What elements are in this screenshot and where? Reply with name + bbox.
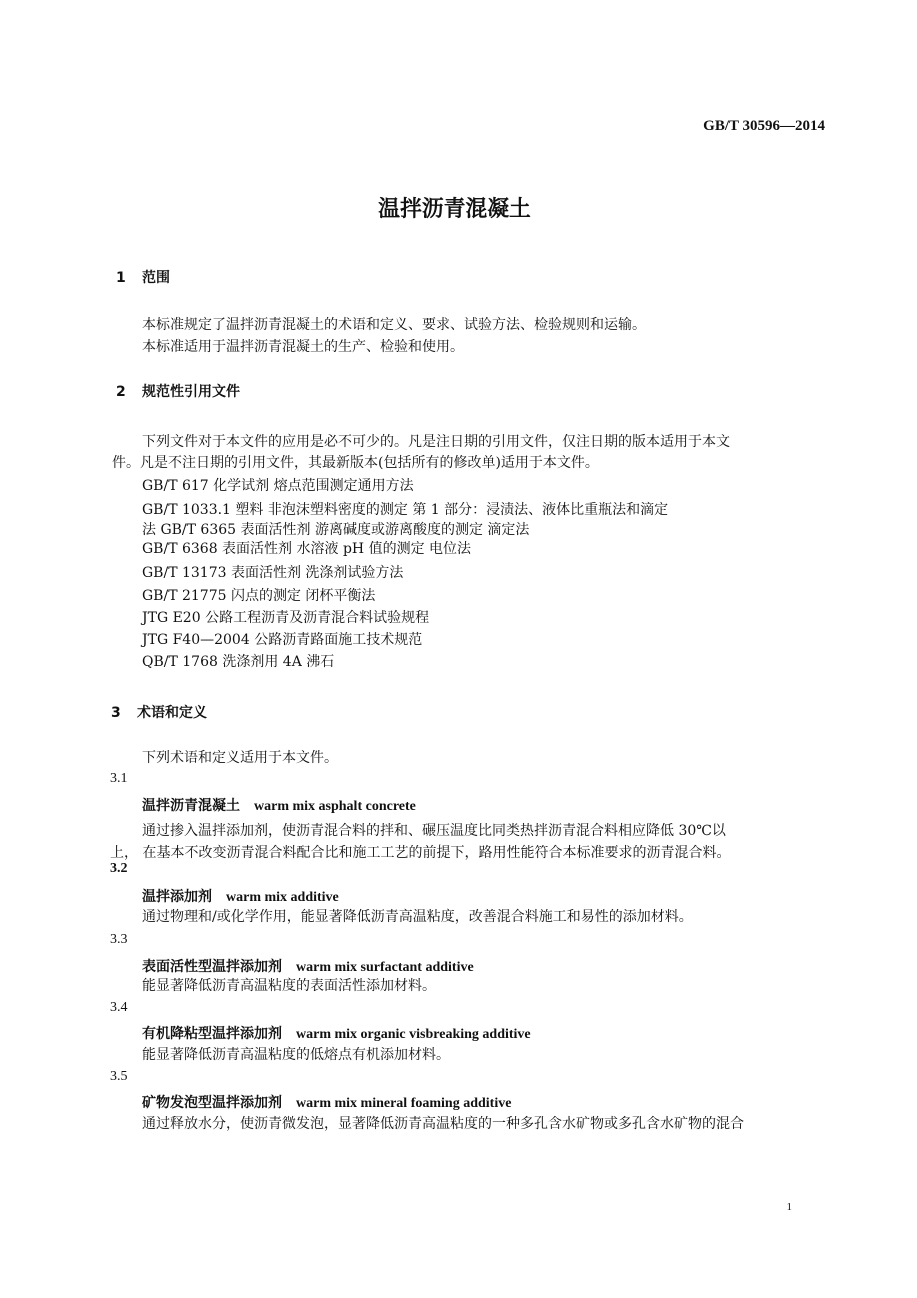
reference-item: GB/T 6368 表面活性剂 水溶液 pH 值的测定 电位法 [142,541,472,557]
term-chinese: 矿物发泡型温拌添加剂 [142,1095,282,1111]
term-english: warm mix asphalt concrete [254,799,416,814]
section-1-heading [116,267,170,287]
term-number: 3.1 [110,771,128,786]
normative-intro-line-2: 件。凡是不注日期的引用文件，其最新版本(包括所有的修改单)适用于本文件。 [112,455,599,471]
term-heading [142,1092,511,1112]
reference-item: JTG E20 公路工程沥青及沥青混合料试验规程 [142,610,430,626]
scope-paragraph-2: 本标准适用于温拌沥青混凝土的生产、检验和使用。 [142,339,464,355]
term-english: warm mix additive [226,890,339,905]
term-chinese: 温拌添加剂 [142,889,212,905]
term-english: warm mix organic visbreaking additive [296,1027,531,1042]
term-heading [142,1023,531,1043]
section-3-heading [111,702,207,722]
term-definition-line: 通过掺入温拌添加剂，使沥青混合料的拌和、碾压温度比同类热拌沥青混合料相应降低 30℃以 [142,823,726,839]
term-english: warm mix surfactant additive [296,960,474,975]
document-title: 温拌沥青混凝土 [378,197,531,222]
reference-item: 法 GB/T 6365 表面活性剂 游离碱度或游离酸度的测定 滴定法 [142,522,530,538]
section-title: 规范性引用文件 [142,384,240,400]
term-heading [142,795,416,815]
reference-item: GB/T 617 化学试剂 熔点范围测定通用方法 [142,478,414,494]
term-definition-line: 通过释放水分，使沥青微发泡，显著降低沥青高温粘度的一种多孔含水矿物或多孔含水矿物的混合 [142,1116,744,1132]
reference-item: QB/T 1768 洗涤剂用 4A 沸石 [142,654,335,670]
section-title: 范围 [142,270,170,286]
page-number: 1 [786,1201,792,1213]
scope-paragraph-1: 本标准规定了温拌沥青混凝土的术语和定义、要求、试验方法、检验规则和运输。 [142,317,646,333]
term-definition-line: 上， 在基本不改变沥青混合料配合比和施工工艺的前提下，路用性能符合本标准要求的沥青混合料。 [110,845,731,861]
term-number: 3.2 [110,861,128,876]
term-number: 3.5 [110,1069,128,1084]
term-definition-line: 通过物理和/或化学作用，能显著降低沥青高温粘度，改善混合料施工和易性的添加材料。 [142,909,693,925]
term-heading [142,886,339,906]
reference-item: GB/T 21775 闪点的测定 闭杯平衡法 [142,588,376,604]
reference-item: GB/T 13173 表面活性剂 洗涤剂试验方法 [142,565,404,581]
term-chinese: 有机降粘型温拌添加剂 [142,1026,282,1042]
section-2-heading [116,381,240,401]
term-definition-line: 能显著降低沥青高温粘度的低熔点有机添加材料。 [142,1047,450,1063]
reference-item: JTG F40—2004 公路沥青路面施工技术规范 [142,632,423,648]
term-number: 3.3 [110,932,128,947]
reference-item: GB/T 1033.1 塑料 非泡沫塑料密度的测定 第 1 部分：浸渍法、液体比重瓶法和滴定 [142,502,669,518]
term-definition-line: 能显著降低沥青高温粘度的表面活性添加材料。 [142,978,436,994]
section-title: 术语和定义 [137,705,207,721]
standard-number: GB/T 30596—2014 [703,118,825,134]
term-chinese: 表面活性型温拌添加剂 [142,959,282,975]
section-number: 3 [111,705,121,721]
term-number: 3.4 [110,1000,128,1015]
section-number: 2 [116,384,126,400]
terms-intro: 下列术语和定义适用于本文件。 [142,750,338,766]
term-chinese: 温拌沥青混凝土 [142,798,240,814]
term-english: warm mix mineral foaming additive [296,1096,512,1111]
section-number: 1 [116,270,126,286]
term-heading [142,956,474,976]
normative-intro-line-1: 下列文件对于本文件的应用是必不可少的。凡是注日期的引用文件，仅注日期的版本适用于本文 [142,434,730,450]
